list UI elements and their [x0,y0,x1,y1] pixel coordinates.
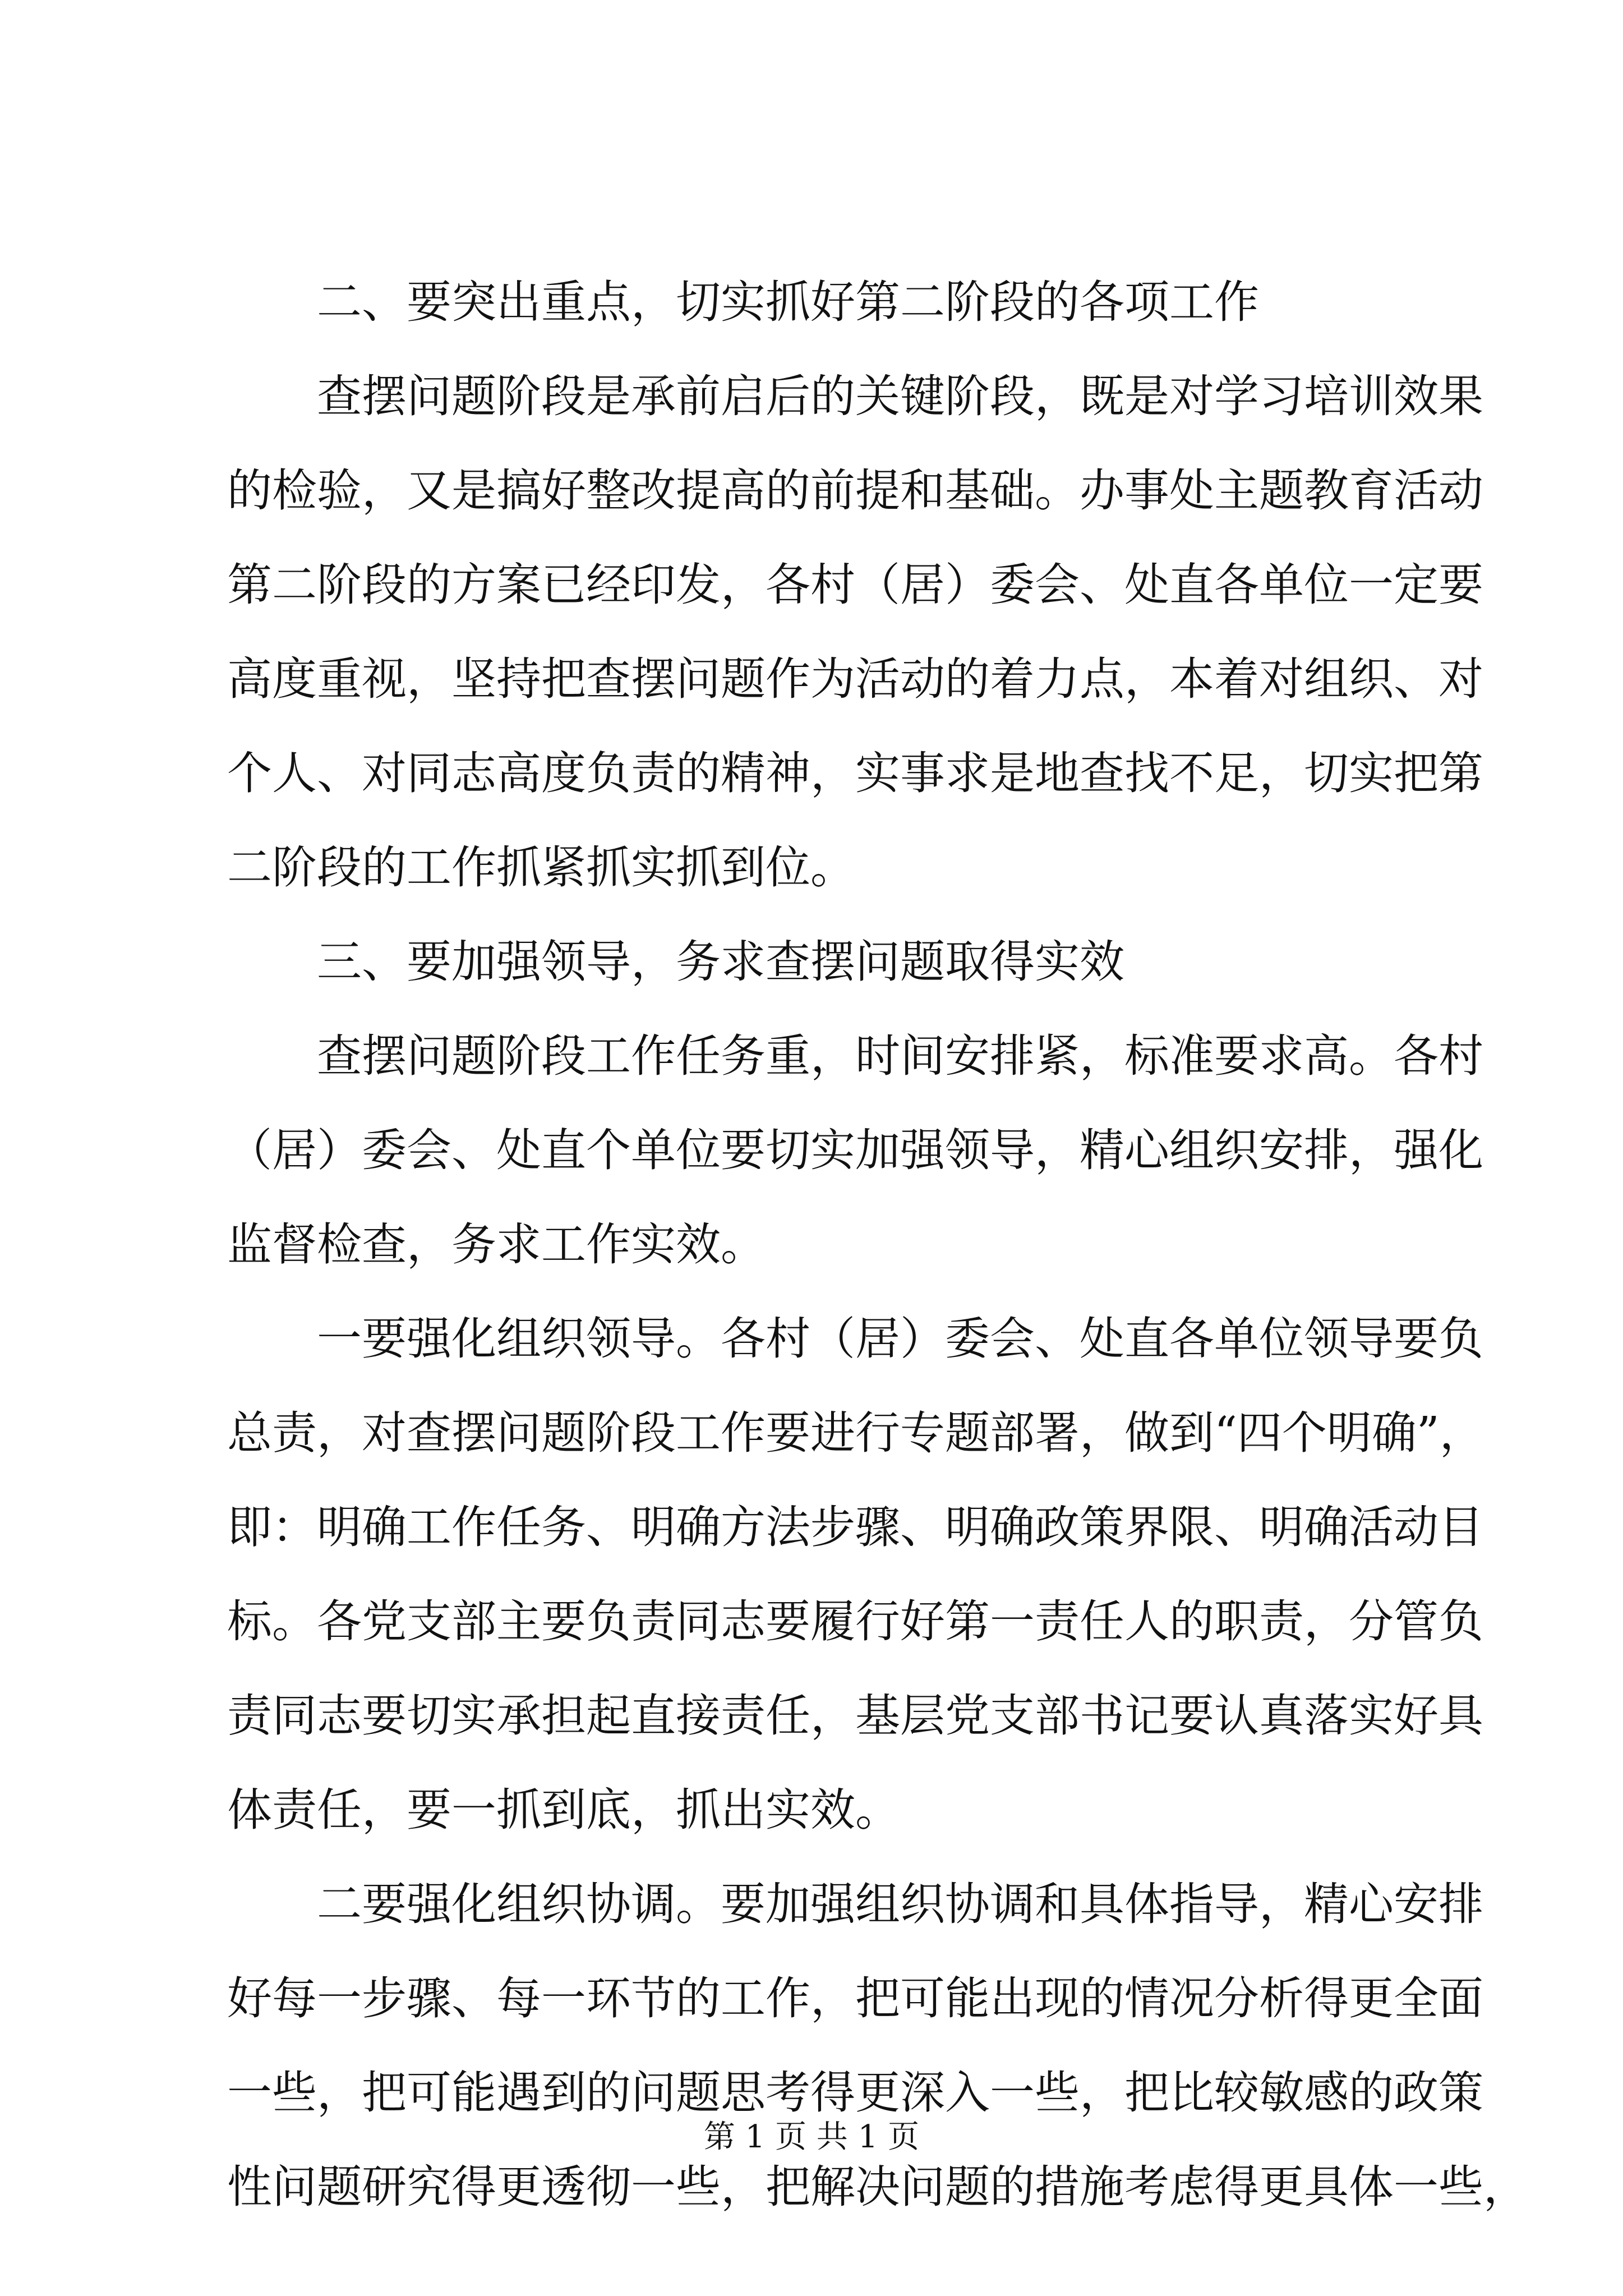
document-body [227,255,1528,2234]
section-heading-2: 二、要突出重点，切实抓好第二阶段的各项工作 [317,276,1259,328]
paragraph-line: 即：明确工作任务、明确方法步骤、明确政策界限、明确活动目 [227,1501,1483,1553]
paragraph-line: 体责任，要一抓到底，抓出实效。 [227,1784,900,1836]
section-heading-3: 三、要加强领导，务求查摆问题取得实效 [317,936,1124,988]
paragraph-line: 监督检查，务求工作实效。 [227,1218,766,1271]
paragraph-line: 高度重视，坚持把查摆问题作为活动的着力点，本着对组织、对 [227,653,1483,705]
paragraph-line: （居）委会、处直个单位要切实加强领导，精心组织安排，强化 [227,1124,1483,1176]
paragraph-line: 总责，对查摆问题阶段工作要进行专题部署，做到“四个明确”， [227,1407,1484,1459]
paragraph-line: 责同志要切实承担起直接责任，基层党支部书记要认真落实好具 [227,1690,1483,1742]
paragraph-line: 查摆问题阶段是承前启后的关键阶段，既是对学习培训效果 [317,370,1483,422]
paragraph-line: 个人、对同志高度负责的精神，实事求是地查找不足，切实把第 [227,747,1483,799]
paragraph-line: 标。各党支部主要负责同志要履行好第一责任人的职责，分管负 [227,1595,1483,1648]
paragraph-line: 好每一步骤、每一环节的工作，把可能出现的情况分析得更全面 [227,1972,1483,2024]
paragraph-line: 一些，把可能遇到的问题思考得更深入一些，把比较敏感的政策 [227,2067,1483,2119]
paragraph-line: 二阶段的工作抓紧抓实抓到位。 [227,841,855,894]
paragraph-line: 一要强化组织领导。各村（居）委会、处直各单位领导要负 [317,1313,1483,1365]
page-number-footer: 第 1 页 共 1 页 [703,2119,920,2155]
paragraph-line: 第二阶段的方案已经印发，各村（居）委会、处直各单位一定要 [227,559,1483,611]
paragraph-line: 的检验，又是搞好整改提高的前提和基础。办事处主题教育活动 [227,464,1483,517]
paragraph-line: 二要强化组织协调。要加强组织协调和具体指导，精心安排 [317,1878,1483,1930]
paragraph-line: 查摆问题阶段工作任务重，时间安排紧，标准要求高。各村 [317,1030,1483,1082]
paragraph-line: 性问题研究得更透彻一些，把解决问题的措施考虑得更具体一些， [227,2161,1528,2213]
